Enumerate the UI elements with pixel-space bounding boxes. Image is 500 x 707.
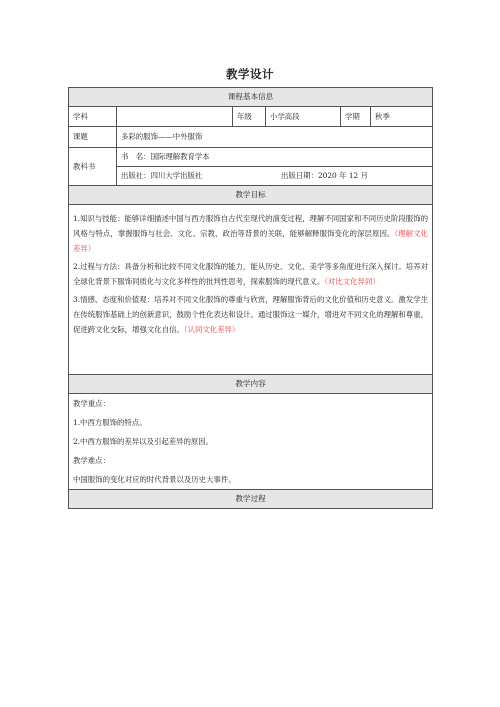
section-process: 教学过程 bbox=[69, 490, 433, 509]
topic-value: 多彩的服饰——中外服饰 bbox=[117, 127, 433, 148]
section-goals: 教学目标 bbox=[69, 186, 433, 205]
key-point-1: 1.中西方服饰的特点。 bbox=[73, 418, 147, 427]
goal-knowledge: 1.知识与技能：能够详细描述中国与西方服饰自古代至现代的演变过程，理解不同国家和不同历史阶段服饰的风格与特点，掌握服饰与社会、文化、宗教、政治等背景的关联，能够解释服饰变化的深层原因。（理解文化差异） bbox=[73, 214, 428, 253]
section-content: 教学内容 bbox=[69, 375, 433, 394]
publish-date: 出版日期：2020 年 12 月 bbox=[281, 171, 368, 180]
publisher-row bbox=[117, 167, 433, 186]
subject-value bbox=[117, 107, 233, 127]
publisher: 出版社：四川大学出版社 bbox=[121, 171, 203, 180]
content-cell bbox=[69, 394, 433, 490]
goal-tag: （认同文化差异） bbox=[183, 325, 240, 334]
subject-label: 学科 bbox=[69, 107, 117, 127]
lesson-plan-table bbox=[68, 87, 433, 509]
book-name: 书 名：国际理解教育学本 bbox=[117, 148, 433, 167]
term-value: 秋季 bbox=[371, 107, 433, 127]
goal-tag: （对比文化异同） bbox=[324, 277, 380, 286]
textbook-label: 教科书 bbox=[69, 148, 117, 186]
term-label: 学期 bbox=[341, 107, 371, 127]
difficulty-label: 教学难点： bbox=[73, 456, 110, 465]
difficulty-text: 中国服饰的变化对应的时代背景以及历史大事件。 bbox=[73, 475, 236, 484]
key-point-2: 2.中西方服饰的差异以及引起差异的原因。 bbox=[73, 437, 214, 446]
grade-value: 小学高段 bbox=[266, 107, 341, 127]
document-title: 教学设计 bbox=[226, 67, 274, 81]
goals-cell bbox=[69, 205, 433, 375]
key-points-label: 教学重点： bbox=[73, 399, 110, 408]
grade-label: 年级 bbox=[233, 107, 266, 127]
goal-values: 3.情感、态度和价值观：培养对不同文化服饰的尊重与欣赏，理解服饰背后的文化价值和历史意义。激发学生在传统服饰基础上的创新意识，鼓励个性化表达和设计。通过服饰这一媒介，增进对不同文化的理解和尊重，促进跨文化交际，增强文化自信。（认同文化差异） bbox=[73, 295, 428, 334]
goal-tag: （理解文化差异） bbox=[73, 229, 428, 253]
section-basic-info: 课程基本信息 bbox=[69, 88, 433, 107]
topic-label: 课题 bbox=[69, 127, 117, 148]
goal-process: 2.过程与方法：具备分析和比较不同文化服饰的能力，能从历史、文化、美学等多角度进行深入探讨。培养对全球化背景下服饰同质化与文化多样性的批判性思考，探索服饰的现代意义。（对比文化异同） bbox=[73, 262, 428, 286]
